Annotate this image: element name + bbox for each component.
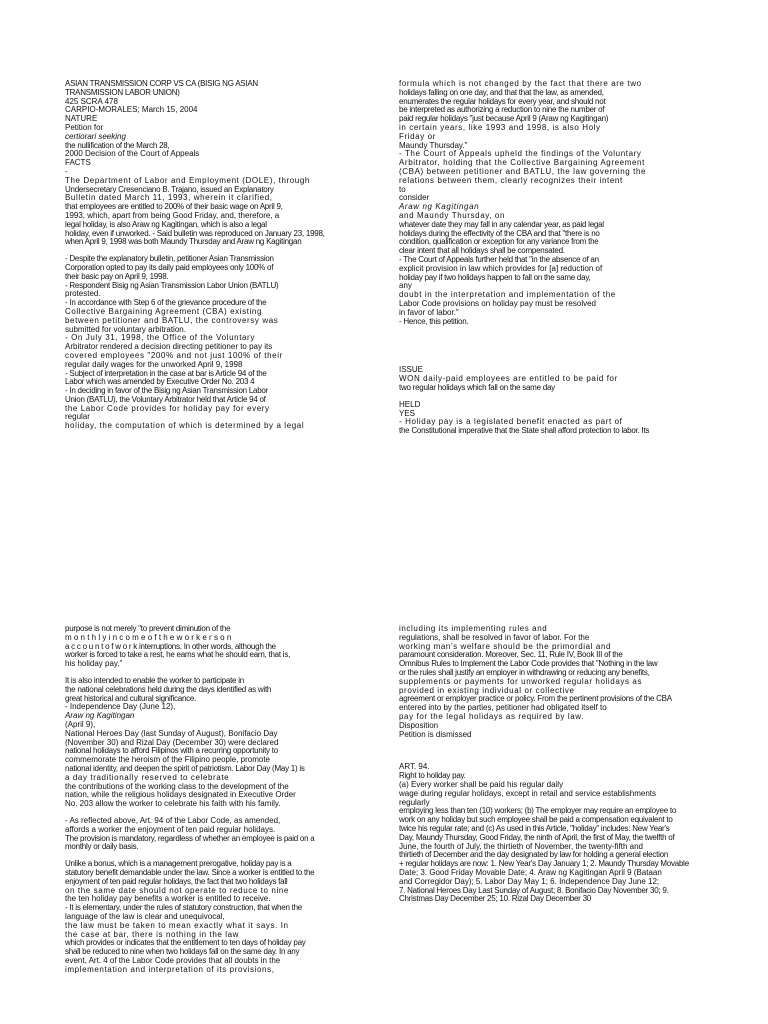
text-line: - Holiday pay is a legislated benefit enacted as part of	[399, 417, 623, 427]
text-line: the Constitutional imperative that the State shall afford protection to labor. Its	[399, 426, 650, 436]
text-line: and Maundy Thursday, on	[399, 210, 506, 220]
text-line	[399, 350, 729, 358]
text-line: Petition for	[65, 122, 104, 132]
text-line: Day, Maundy Thursday, Good Friday, the ninth of April, the first of May, the twelfth of	[399, 832, 675, 842]
text-line: work on any holiday but such employee shall be paid a compensation equivalent to	[399, 815, 673, 825]
text-line: + regular holidays are now: 1. New Year's Day January 1; 2. Maundy Thursday Movable	[399, 859, 689, 869]
text-line	[399, 334, 729, 342]
text-line	[399, 755, 729, 763]
text-line: national identity, and deepen the spirit of patriotism. Labor Day (May 1) is	[65, 763, 305, 773]
text-line: implementation and interpretation of its provisions,	[65, 964, 275, 974]
text-line: shall be reduced to nine when two holidays fall on the same day. In any	[65, 947, 300, 957]
text-line: holiday, the computation of which is determined by a legal	[65, 421, 305, 431]
text-line: the Labor Code provides for holiday pay for every	[65, 403, 270, 413]
text-line: including its implementing rules and	[399, 624, 548, 633]
text-line: - Hence, this petition.	[399, 316, 469, 326]
text-line: which provides or indicates that the entitlement to ten days of holiday pay	[65, 938, 306, 948]
text-line: any	[399, 281, 412, 291]
text-line: Labor which was amended by Executive Order No. 203 4	[65, 377, 255, 387]
text-line: (April 9),	[65, 719, 96, 729]
text-line: paid regular holidays "just because April 9 (Araw ng Kagitingan)	[399, 114, 609, 124]
text-line: their basic pay on April 9, 1998.	[65, 271, 169, 281]
text-line: Friday or	[399, 131, 436, 141]
text-line: regular daily wages for the unworked April 9, 1998	[65, 359, 243, 369]
text-line: 425 SCRA 478	[65, 96, 118, 106]
text-line: holidays falling on one day, and that that the law, as amended,	[399, 87, 604, 97]
text-line: regularly	[399, 797, 430, 807]
text-line: doubt in the interpretation and implementation of the	[399, 290, 616, 300]
text-line	[399, 393, 729, 401]
text-line: in favor of labor."	[399, 307, 459, 317]
text-line: be interpreted as authorizing a reduction to nine the number of	[399, 105, 605, 115]
text-line: enjoyment of ten paid regular holidays, the fact that two holidays fall	[65, 876, 288, 886]
text-line: - It is elementary, under the rules of statutory construction, that when the	[65, 903, 302, 913]
text-line: formula which is not changed by the fact that there are two	[399, 79, 642, 88]
text-line: - The Court of Appeals upheld the findings of the Voluntary	[399, 149, 642, 159]
text-line: nation, while the religious holidays designated in Executive Order	[65, 790, 296, 800]
text-line: thirtieth of December and the day designated by law for holding a general election	[399, 850, 669, 860]
text-line: (CBA) between petitioner and BATLU, the law governing the	[399, 166, 647, 176]
text-line: protested.	[65, 289, 101, 299]
text-line: explicit provision in law which provides for [a] reduction of	[399, 263, 603, 273]
text-line: two regular holidays which fall on the same day	[399, 382, 555, 392]
text-line: Labor Code provisions on holiday pay must be resolved	[399, 298, 597, 308]
text-line: Corporation opted to pay its daily paid employees only 100% of	[65, 262, 274, 272]
text-line: paramount consideration. Moreover, Sec. 11, Rule IV, Book III of the	[399, 650, 623, 660]
text-line: the law must be taken to mean exactly what it says. In	[65, 920, 289, 930]
text-line: FACTS	[65, 158, 91, 168]
text-line: m o n t h l y i n c o m e o f t h e w o r k e r s o n	[65, 632, 232, 642]
text-line: - The Court of Appeals further held that "in the absence of an	[399, 254, 599, 264]
text-line	[399, 326, 729, 334]
text-line: -	[65, 166, 68, 176]
text-line: the contributions of the working class to the development of the	[65, 781, 289, 791]
text-line: ART. 94.	[399, 762, 430, 772]
text-line: (November 30) and Rizal Day (December 30) were declared	[65, 737, 279, 747]
text-line	[399, 747, 729, 755]
text-line: on the same date should not operate to reduce to nine	[65, 885, 289, 895]
text-line: Christmas Day December 25; 10. Rizal Day December 30	[399, 894, 591, 904]
text-line: the nullification of the March 28,	[65, 140, 170, 150]
text-line: - Independence Day (June 12),	[65, 702, 176, 712]
text-line: submitted for voluntary arbitration.	[65, 324, 186, 334]
text-line: Undersecretary Cresenciano B. Trajano, issued an Explanatory	[65, 184, 274, 194]
text-line: a c c o u n t o f w o r k interruptions. In other words, although the	[65, 641, 276, 651]
text-line: supplements or payments for unworked regular holidays as	[399, 676, 643, 686]
text-line: the case at bar, there is nothing in the law	[65, 929, 240, 939]
text-line: when April 9, 1998 was both Maundy Thursday and Araw ng Kagitingan	[65, 237, 302, 247]
text-line: Araw ng Kagitingan	[65, 711, 135, 721]
text-line: and Corregidor Day); 5. Labor Day May 1; 6. Independence Day June 12;	[399, 876, 660, 886]
text-line: condition, qualification or exception for any variance from the	[399, 237, 599, 247]
text-line: The Department of Labor and Employment (DOLE), through	[65, 175, 310, 185]
text-line: regular	[65, 412, 90, 422]
text-line: The provision is mandatory, regardless of whether an employee is paid on a	[65, 833, 315, 843]
text-line: - Despite the explanatory bulletin, petitioner Asian Transmission	[65, 254, 274, 264]
text-line: employing less than ten (10) workers; (b) The employer may require an employee to	[399, 806, 677, 816]
text-line: ASIAN TRANSMISSION CORP VS CA (BISIG NG ASIAN	[65, 79, 258, 88]
text-line: WON daily-paid employees are entitled to be paid for	[399, 374, 618, 384]
text-line: No. 203 allow the worker to celebrate his faith with his family.	[65, 799, 281, 809]
text-line: 7. National Heroes Day Last Sunday of August; 8. Bonifacio Day November 30; 9.	[399, 885, 669, 895]
text-line	[399, 739, 729, 747]
text-line: CARPIO-MORALES; March 15, 2004	[65, 105, 198, 115]
text-line: - Respondent Bisig ng Asian Transmission Labor Union (BATLU)	[65, 280, 279, 290]
text-line: agreement or employer practice or policy. From the pertinent provisions of the CBA	[399, 694, 672, 704]
text-line: 2000 Decision of the Court of Appeals	[65, 149, 200, 159]
text-line: - Subject of interpretation in the case at bar is Article 94 of the	[65, 368, 267, 378]
text-line: - In deciding in favor of the Bisig ng Asian Transmission Labor	[65, 386, 269, 396]
text-line: - On July 31, 1998, the Office of the Voluntary	[65, 333, 255, 343]
text-line: TRANSMISSION LABOR UNION)	[65, 87, 180, 97]
text-line: commemorate the heroism of the Filipino people, promote	[65, 755, 270, 765]
text-line: worker is forced to take a rest, he earns what he should earn, that is,	[65, 650, 291, 660]
text-line: holidays during the effectivity of the CBA and that "there is no	[399, 228, 600, 238]
text-line: It is also intended to enable the worker to participate in	[65, 675, 244, 685]
text-line: or the rules shall justify an employer in withdrawing or reducing any benefits,	[399, 667, 650, 677]
text-line: consider	[399, 193, 430, 203]
text-line: holiday pay if two holidays happen to fall on the same day,	[399, 272, 591, 282]
text-line: purpose is not merely "to prevent diminution of the	[65, 624, 231, 633]
text-line: 1993, which, apart from being Good Friday, and, therefore, a	[65, 210, 280, 220]
text-line: Omnibus Rules to Implement the Labor Code provides that "Nothing in the law	[399, 659, 658, 669]
text-line: Unlike a bonus, which is a management prerogative, holiday pay is a	[65, 859, 292, 869]
text-line: in certain years, like 1993 and 1998, is also Holy	[399, 122, 601, 132]
text-line: clear intent that all holidays shall be compensated.	[399, 246, 565, 256]
text-line: legal holiday, is also Araw ng Kagitingan, which is also a legal	[65, 219, 267, 229]
text-line: regulations, shall be resolved in favor of labor. For the	[399, 632, 590, 642]
text-line: Arbitrator rendered a decision directing petitioner to pay its	[65, 342, 273, 352]
text-line: Araw ng Kagitingan	[399, 202, 480, 212]
text-line: - In accordance with Step 6 of the grievance procedure of the	[65, 298, 267, 308]
text-line: YES	[399, 408, 416, 418]
text-line	[399, 358, 729, 366]
text-line: enumerates the regular holidays for every year, and should not	[399, 96, 606, 106]
text-line: entered into by the parties, petitioner had obligated itself to	[399, 703, 607, 713]
text-line: event, Art. 4 of the Labor Code provides that all doubts in the	[65, 955, 281, 965]
text-line: Date; 3. Good Friday Movable Date; 4. Araw ng Kagitingan April 9 (Bataan	[399, 867, 662, 877]
text-line: relations between them, clearly recognizes their intent	[399, 175, 623, 185]
text-line: Right to holiday pay.	[399, 771, 466, 781]
text-line: covered employees "200% and not just 100% of their	[65, 350, 283, 360]
text-line: Bulletin dated March 11, 1993, wherein it clarified,	[65, 193, 273, 203]
text-line: between petitioner and BATLU, the controversy was	[65, 315, 279, 325]
text-line: (a) Every worker shall be paid his regular daily	[399, 779, 564, 789]
text-line: ISSUE	[399, 365, 424, 375]
text-line: - As reflected above, Art. 94 of the Labor Code, as amended,	[65, 815, 281, 825]
text-line: his holiday pay."	[65, 659, 123, 669]
text-line: Union (BATLU), the Voluntary Arbitrator held that Article 94 of	[65, 394, 266, 404]
text-line: Collective Bargaining Agreement (CBA) existing	[65, 306, 263, 316]
text-line: that employees are entitled to 200% of their basic wage on April 9,	[65, 202, 283, 212]
text-line: wage during regular holidays, except in retail and service establishments	[399, 788, 657, 798]
text-line: to	[399, 184, 406, 194]
text-line: monthly or daily basis.	[65, 842, 139, 852]
column-4	[399, 625, 729, 904]
text-line: June, the fourth of July, the thirtieth of November, the twenty-fifth and	[399, 841, 643, 851]
column-2	[399, 80, 729, 436]
text-line: certiorari seeking	[65, 131, 126, 141]
text-line: the national celebrations held during the days identified as with	[65, 684, 272, 694]
text-line: HELD	[399, 399, 421, 409]
text-line: statutory benefit demandable under the law. Since a worker is entitled to the	[65, 867, 315, 877]
text-line: national holidays to afford Filipinos with a recurring opportunity to	[65, 746, 278, 756]
text-line: whatever date they may fall in any calendar year, as paid legal	[399, 219, 604, 229]
text-line: holiday, even if unworked. - Said bulletin was reproduced on January 23, 1998,	[65, 228, 325, 238]
text-line: the ten holiday pay benefits a worker is entitled to receive.	[65, 894, 271, 904]
text-line: pay for the legal holidays as required by law.	[399, 711, 585, 721]
text-line: Arbitrator, holding that the Collective Bargaining Agreement	[399, 158, 645, 168]
text-line: National Heroes Day (last Sunday of August), Bonifacio Day	[65, 728, 278, 738]
text-line: Petition is dismissed	[399, 729, 472, 739]
column-1	[65, 80, 395, 431]
text-line: great historical and cultural significance.	[65, 693, 197, 703]
text-line: affords a worker the enjoyment of ten paid regular holidays.	[65, 824, 276, 834]
text-line	[399, 342, 729, 350]
text-line: working man's welfare should be the primordial and	[399, 641, 612, 651]
text-line: Disposition	[399, 720, 439, 730]
text-line: Maundy Thursday."	[399, 140, 468, 150]
text-line: twice his regular rate; and (c) As used in this Article, "holiday" includes: New Year's	[399, 823, 670, 833]
text-line: a day traditionally reserved to celebrate	[65, 772, 230, 782]
text-line: NATURE	[65, 114, 98, 124]
text-line: language of the law is clear and unequivocal,	[65, 911, 225, 921]
text-line: provided in existing individual or collective	[399, 685, 575, 695]
column-3	[65, 625, 395, 974]
